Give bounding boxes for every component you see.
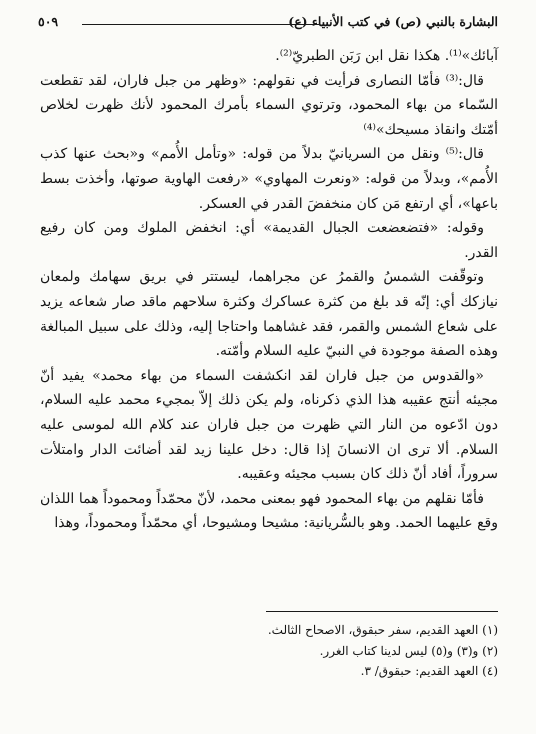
footnote: (١) العهد القديم، سفر حبقوق، الاصحاح الثالث. xyxy=(267,623,498,637)
paragraph: قال:⁽⁵⁾ ونقل من السريانيّ بدلاً من قوله: «وتأمل الأُمم» و«بحث عنها كذب الأُمم»، وبدلاً من قوله: «ونعرت المهاوي» «رفعت الهاوية صوتها، وأخذت بسط باعها»، أي ارتفع مَن كان منخفضَ القدر في العسكر. xyxy=(40,146,498,212)
paragraph: وتوقّفت الشمسُ والقمرُ عن مجراهما، ليستتر في بريق سهامك ولمعان نيازكك أي: إنّه قد بلغ من كثرة عساكرك وكثرة سلاحهم ماقد صار شعاعه يزيد على شعاع الشمس والقمر، فقد غشاهما واحتاجا إليه، وذلك على سبيل المبالغة وهذه الصفة موجودة في النبيّ عليه السلام وأمّته. xyxy=(40,269,498,360)
footnote-rule xyxy=(266,611,498,612)
page-number: ٥٠٩ xyxy=(38,14,59,29)
paragraph: «والقدوس من جبل فاران لقد انكشفت السماء من بهاء محمد» يفيد أنّ مجيئه أنتج عقيبه هذا الذي ذكرناه، ولم يكن ذلك إلاّ بمجيء محمد عليه السلام، دون ادّعوه من النار التي ظهرت من جبل فاران عند كلام الله لموسى عليه السلام. ألا ترى ان الانسانَ إذا قال: دخل علينا زيد لقد أضائت الدار وامتلأت سروراً، أفاد أنّ ذلك كان بسبب مجيئه وعقيبه. xyxy=(40,367,498,483)
page-header xyxy=(38,14,498,32)
paragraph: قال:⁽³⁾ فأمّا النصارى فرأيت في نقولهم: «وظهر من جبل فاران، لقد تقطعت السّماء من بهاء المحمود، وترتوي السماء بأمرك المحمود لأنك ظهرت لخلاص أمّتك وانقاذ مسيحك»⁽⁴⁾ xyxy=(40,72,498,138)
header-rule xyxy=(82,24,320,25)
main-text xyxy=(40,44,498,536)
footnotes xyxy=(40,620,498,682)
paragraph-continuation: آبائك»⁽¹⁾. هكذا نقل ابن رَبَن الطبريّ⁽²⁾. xyxy=(275,48,498,64)
running-title: البشارة بالنبي (ص) في كتب الأنبياء (ع) xyxy=(288,14,498,29)
paragraph: وقوله: «فتضعضعت الجبال القديمة» أي: انخفض الملوك ومن كان رفيع القدر. xyxy=(40,220,498,261)
footnote: (٢) و(٣) و(٥) ليس لدينا كتاب الغرر. xyxy=(319,643,498,658)
footnote: (٤) العهد القديم: حبقوق/ ٣. xyxy=(360,664,498,678)
paragraph: فأمّا نقلهم من بهاء المحمود فهو بمعنى محمد، لأنّ محمّداً ومحموداً هما اللذان وقع عليهما الحمد. وهو بالسُّريانية: مشيحا ومشيوحا، أي محمّداً ومحموداً، وهذا xyxy=(40,490,498,532)
